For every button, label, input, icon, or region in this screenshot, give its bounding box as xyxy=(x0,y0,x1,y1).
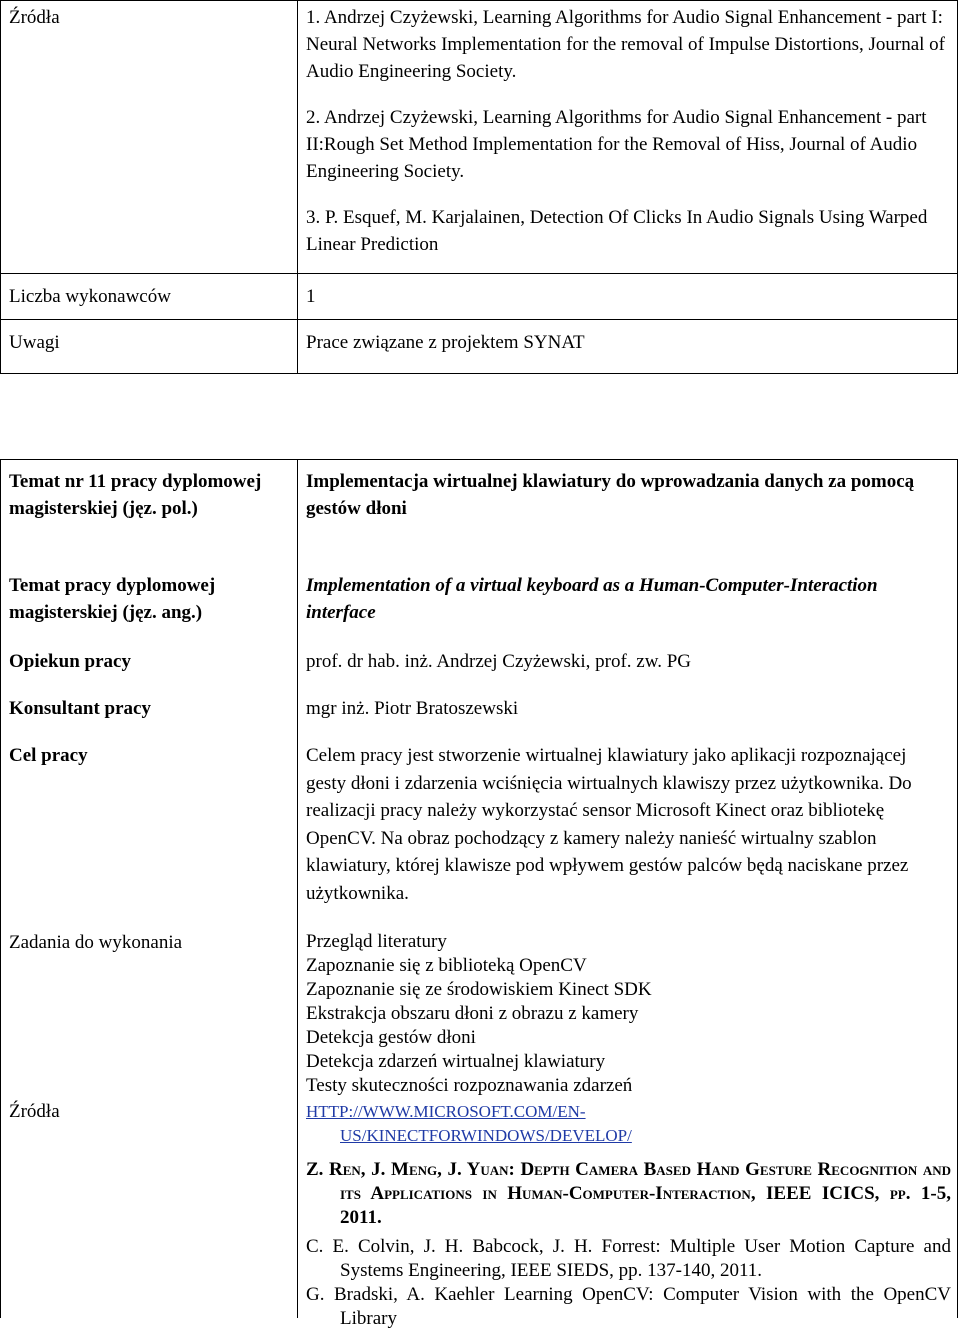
references xyxy=(306,1100,951,1331)
row-divider xyxy=(1,319,957,320)
sources-label: Źródła xyxy=(9,7,60,28)
reference-item: C. E. Colvin, J. H. Babcock, J. H. Forrest: Multiple User Motion Capture and Systems Engineering, IEEE SIEDS, pp. 137-140, 2011. xyxy=(306,1236,951,1281)
topic-pl-label: Temat nr 11 pracy dyplomowej magisterskiej (jęz. pol.) xyxy=(9,471,262,519)
tasks-list xyxy=(306,930,951,1098)
column-divider xyxy=(297,1,298,373)
task-item: Zapoznanie się ze środowiskiem Kinect SDK xyxy=(306,979,652,1000)
task-item: Ekstrakcja obszaru dłoni z obrazu z kamery xyxy=(306,1003,639,1024)
consultant-value: mgr inż. Piotr Bratoszewski xyxy=(306,698,519,719)
column-divider xyxy=(297,460,298,1318)
topic-pl-value: Implementacja wirtualnej klawiatury do wprowadzania danych za pomocą gestów dłoni xyxy=(306,471,915,519)
reference-item: Z. Ren, J. Meng, J. Yuan: Depth Camera Based Hand Gesture Recognition and its Applications in Human-Computer-Interaction, IEEE ICICS, pp. 1-5, 2011. xyxy=(306,1159,951,1228)
sources-label: Źródła xyxy=(9,1101,60,1122)
notes-value: Prace związane z projektem SYNAT xyxy=(306,332,585,353)
reference-item: G. Bradski, A. Kaehler Learning OpenCV: Computer Vision with the OpenCV Library xyxy=(306,1284,951,1329)
source-item: 2. Andrzej Czyżewski, Learning Algorithms for Audio Signal Enhancement - part II:Rough Set Method Implementation for the Removal of Hiss, Journal of Audio Engineering Society. xyxy=(306,107,927,182)
goal-value: Celem pracy jest stworzenie wirtualnej klawiatury jako aplikacji rozpoznającej gesty dłoni i zdarzenia wciśnięcia wirtualnych klawiszy przez użytkownika. Do realizacji pracy należy wykorzystać sensor Microsoft Kinect oraz bibliotekę OpenCV. Na obraz pochodzący z kamery należy nanieść wirtualny szablon klawiatury, której klawisze pod wpływem gestów palców będą naciskane przez użytkownika. xyxy=(306,745,912,904)
task-item: Testy skuteczności rozpoznawania zdarzeń xyxy=(306,1075,633,1096)
notes-label: Uwagi xyxy=(9,332,60,353)
performers-label: Liczba wykonawców xyxy=(9,286,171,307)
task-item: Detekcja gestów dłoni xyxy=(306,1027,476,1048)
row-divider xyxy=(1,273,957,274)
source-item: 1. Andrzej Czyżewski, Learning Algorithms for Audio Signal Enhancement - part I: Neural Networks Implementation for the removal of Impulse Distortions, Journal of Audio Engineering Society. xyxy=(306,7,945,82)
source-item: 3. P. Esquef, M. Karjalainen, Detection Of Clicks In Audio Signals Using Warped Linear Prediction xyxy=(306,207,928,255)
consultant-label: Konsultant pracy xyxy=(9,698,151,719)
sources-list xyxy=(306,4,951,258)
kinect-develop-link[interactable]: HTTP://WWW.MICROSOFT.COM/EN-US/KINECTFORWINDOWS/DEVELOP/ xyxy=(306,1102,632,1145)
tasks-label: Zadania do wykonania xyxy=(9,932,183,953)
sources-table-top xyxy=(0,0,958,374)
thesis-table xyxy=(0,459,958,1329)
supervisor-label: Opiekun pracy xyxy=(9,651,131,672)
supervisor-value: prof. dr hab. inż. Andrzej Czyżewski, prof. zw. PG xyxy=(306,651,692,672)
goal-label: Cel pracy xyxy=(9,745,88,766)
topic-en-label: Temat pracy dyplomowej magisterskiej (jęz. ang.) xyxy=(9,575,216,623)
performers-value: 1 xyxy=(306,286,316,307)
task-item: Przegląd literatury xyxy=(306,931,447,952)
topic-en-value: Implementation of a virtual keyboard as a Human-Computer-Interaction interface xyxy=(306,575,878,623)
task-item: Detekcja zdarzeń wirtualnej klawiatury xyxy=(306,1051,606,1072)
task-item: Zapoznanie się z biblioteką OpenCV xyxy=(306,955,587,976)
